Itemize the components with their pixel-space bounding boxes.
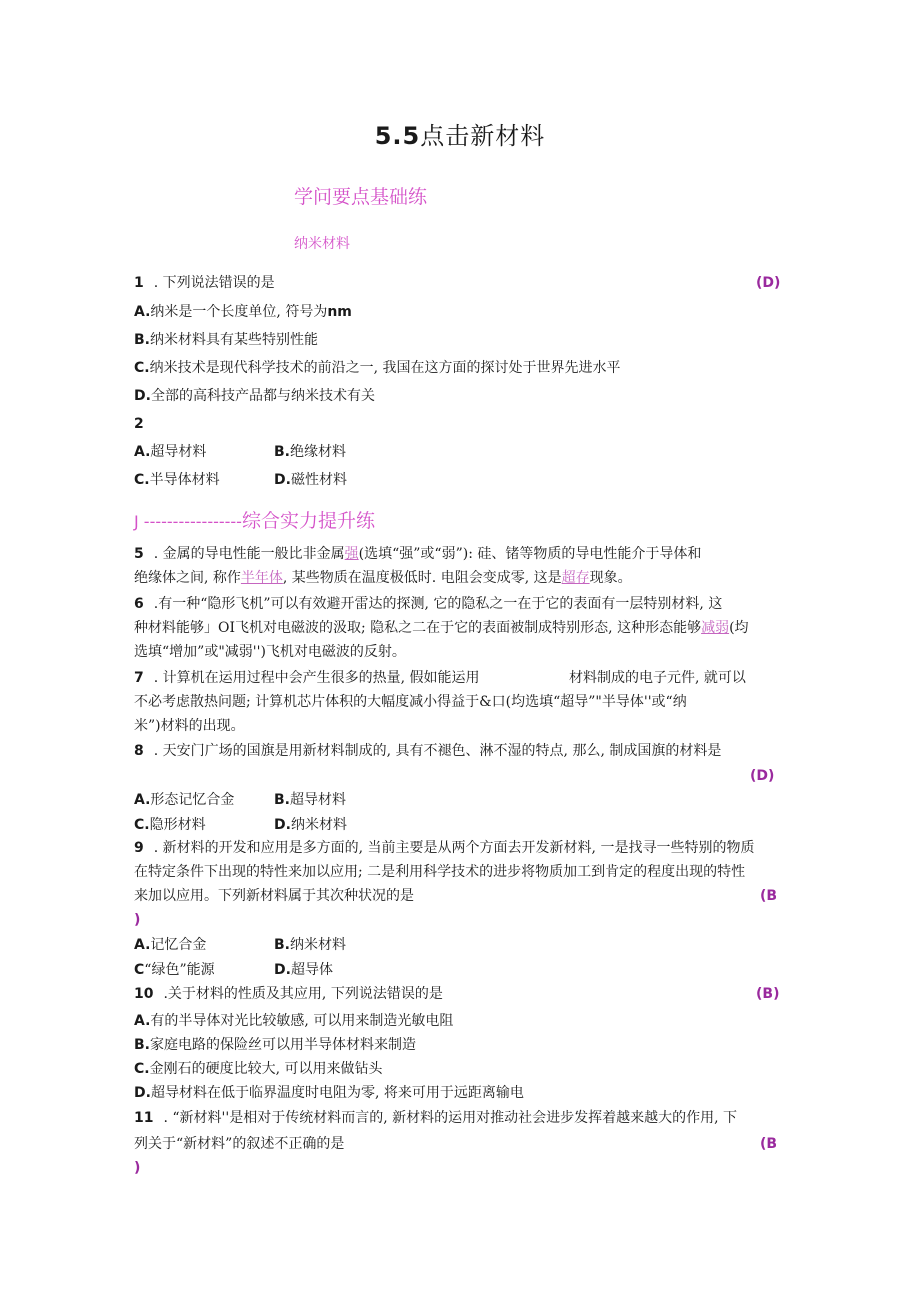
answer-blank-5-2: 半年体	[240, 570, 283, 586]
option-9b: B.纳米材料	[274, 937, 346, 953]
answer-blank-5-3: 超存	[561, 570, 590, 586]
question-6-line-1: 6 .有一种“隐形飞机”可以有效避开雷达的探测, 它的隐私之一在于它的表面有一层特别材料, 这	[134, 596, 723, 612]
question-5-line-1: 5 . 金属的导电性能一般比非金属强(选填“强”或“弱”): 硅、锗等物质的导电性能介于导体和	[134, 546, 702, 562]
question-11-line-1: 11 . “新材料''是相对于传统材料而言的, 新材料的运用对推动社会进步发挥着越来越大的作用, 下	[134, 1110, 738, 1126]
question-7-line-2: 不必考虑散热问题; 计算机芯片体积的大幅度减小得益于&口(均选填“超导”"半导体''或“纳	[134, 694, 687, 710]
question-6-line-2: 种材料能够」OI飞机对电磁波的汲取; 隐私之二在于它的表面被制成特别形态, 这种形态能够减弱(均	[134, 620, 749, 636]
section-heading-advanced	[134, 508, 375, 535]
option-9d: D.超导体	[274, 962, 333, 978]
question-8: 8 . 天安门广场的国旗是用新材料制成的, 具有不褪色、淋不湿的特点, 那么, 制成国旗的材料是	[134, 743, 722, 759]
answer-9: (B	[760, 888, 778, 904]
option-8c: C.隐形材料	[134, 817, 206, 833]
answer-1: (D)	[756, 275, 781, 291]
question-7-line-3: 米”)材料的出现。	[134, 718, 245, 734]
option-8b: B.超导材料	[274, 792, 346, 808]
question-7-line-1-end: 材料制成的电子元件, 就可以	[569, 670, 746, 686]
title-number: 5.5	[374, 122, 421, 150]
option-2b: B.绝缘材料	[274, 444, 346, 460]
option-2c: C.半导体材料	[134, 472, 220, 488]
option-10a: A.有的半导体对光比较敏感, 可以用来制造光敏电阻	[134, 1013, 454, 1029]
question-9-line-1: 9 . 新材料的开发和应用是多方面的, 当前主要是从两个方面去开发新材料, 一是找寻一些特别的物质	[134, 840, 755, 856]
answer-10: (B)	[756, 986, 780, 1002]
option-9a: A.记忆合金	[134, 937, 207, 953]
question-11-line-2: 列关于“新材料”的叙述不正确的是	[134, 1136, 345, 1152]
option-2a: A.超导材料	[134, 444, 207, 460]
section-heading-text: 综合实力提升练	[241, 510, 375, 532]
section-heading-basic: 学问要点基础练	[294, 186, 428, 208]
question-10: 10 .关于材料的性质及其应用, 下列说法错误的是	[134, 986, 443, 1002]
option-8d: D.纳米材料	[274, 817, 347, 833]
answer-11-close: )	[134, 1160, 141, 1176]
section-dash-rule: J -----------------	[134, 512, 242, 531]
answer-9-close: )	[134, 912, 141, 928]
subsection-heading: 纳米材料	[294, 236, 350, 252]
option-1a: A.纳米是一个长度单位, 符号为nm	[134, 304, 352, 320]
question-5-line-2: 绝缘体之间, 称作半年体, 某些物质在温度极低时. 电阻会变成零, 这是超存现象。	[134, 570, 632, 586]
option-2d: D.磁性材料	[274, 472, 347, 488]
question-1: 1 . 下列说法错误的是	[134, 275, 275, 291]
option-10d: D.超导材料在低于临界温度时电阻为零, 将来可用于远距离输电	[134, 1085, 524, 1101]
question-7-line-1: 7 . 计算机在运用过程中会产生很多的热量, 假如能运用	[134, 670, 480, 686]
option-9c: C“绿色”能源	[134, 962, 215, 978]
option-10b: B.家庭电路的保险丝可以用半导体材料来制造	[134, 1037, 416, 1053]
question-9-line-2: 在特定条件下出现的特性来加以应用; 二是利用科学技术的进步将物质加工到肯定的程度出现的特性	[134, 864, 746, 880]
answer-blank-5-1: 强	[344, 546, 359, 562]
page-title	[0, 120, 920, 152]
option-10c: C.金刚石的硬度比较大, 可以用来做钻头	[134, 1061, 383, 1077]
answer-blank-6: 减弱	[701, 620, 730, 636]
question-6-line-3: 选填“增加”或"减弱'')飞机对电磁波的反射。	[134, 644, 406, 660]
option-1b: B.纳米材料具有某些特别性能	[134, 332, 318, 348]
question-2: 2	[134, 416, 144, 432]
question-9-line-3: 来加以应用。下列新材料属于其次种状况的是	[134, 888, 414, 904]
option-1d: D.全部的高科技产品都与纳米技术有关	[134, 388, 375, 404]
option-1c: C.纳米技术是现代科学技术的前沿之一, 我国在这方面的探讨处于世界先进水平	[134, 360, 621, 376]
title-text: 点击新材料	[420, 122, 546, 150]
option-8a: A.形态记忆合金	[134, 792, 235, 808]
answer-8: (D)	[750, 768, 775, 784]
answer-11: (B	[760, 1136, 778, 1152]
